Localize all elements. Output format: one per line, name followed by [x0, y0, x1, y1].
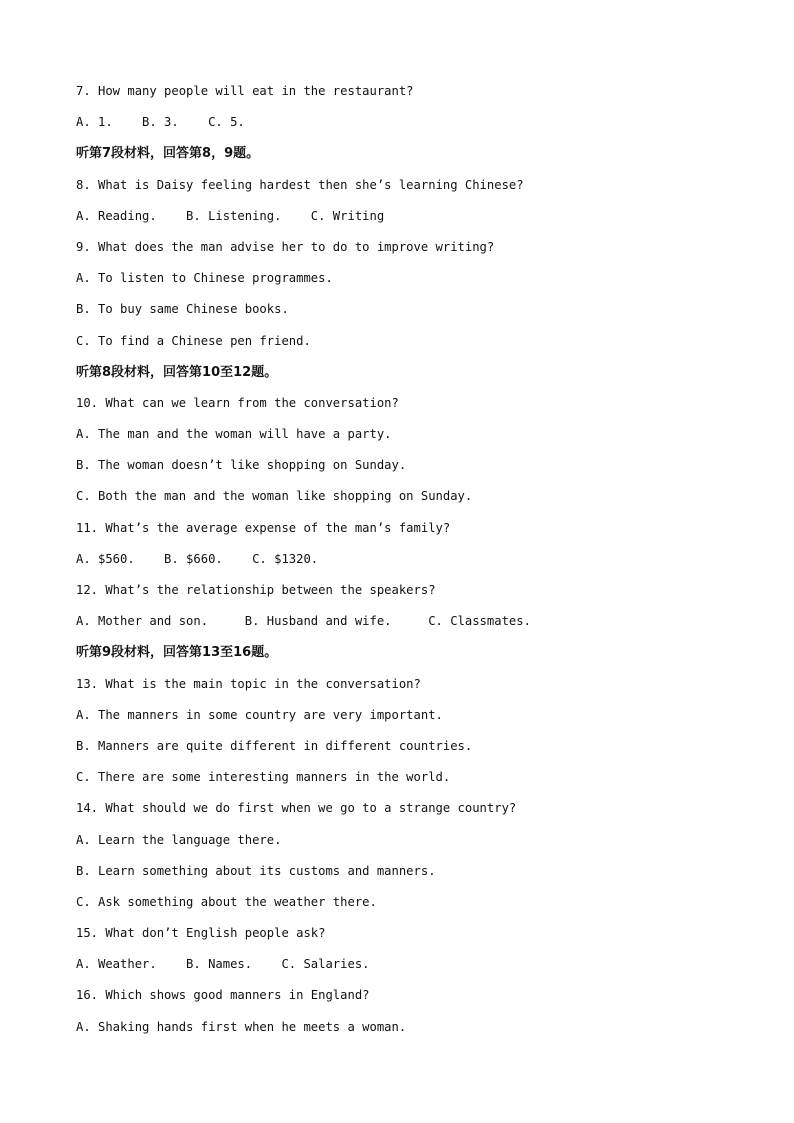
exam-page [76, 78, 756, 1045]
options-11: A. $560. B. $660. C. $1320. [76, 551, 319, 566]
section-heading-8: 听第8段材料，回答第10至12题。 [76, 364, 278, 380]
option-13a: A. The manners in some country are very important. [76, 707, 443, 722]
option-9b: B. To buy same Chinese books. [76, 302, 289, 317]
question-11: 11. What’s the average expense of the man’s family? [76, 520, 451, 535]
question-14: 14. What should we do first when we go to a strange country? [76, 801, 517, 816]
options-15: A. Weather. B. Names. C. Salaries. [76, 957, 370, 972]
option-9c: C. To find a Chinese pen friend. [76, 333, 311, 348]
section-heading-9: 听第9段材料，回答第13至16题。 [76, 645, 278, 661]
options-8: A. Reading. B. Listening. C. Writing [76, 208, 385, 223]
question-13: 13. What is the main topic in the conversation? [76, 676, 421, 691]
option-9a: A. To listen to Chinese programmes. [76, 271, 333, 286]
section-heading-7: 听第7段材料，回答第8，9题。 [76, 146, 260, 162]
option-13c: C. There are some interesting manners in the world. [76, 770, 451, 785]
options-12: A. Mother and son. B. Husband and wife. C. Classmates. [76, 614, 531, 629]
option-10a: A. The man and the woman will have a party. [76, 427, 392, 442]
question-12: 12. What’s the relationship between the speakers? [76, 583, 436, 597]
options-7: A. 1. B. 3. C. 5. [76, 115, 245, 130]
option-10b: B. The woman doesn’t like shopping on Sunday. [76, 458, 407, 473]
question-10: 10. What can we learn from the conversation? [76, 395, 399, 410]
option-14b: B. Learn something about its customs and manners. [76, 863, 436, 878]
question-15: 15. What don’t English people ask? [76, 926, 326, 941]
question-16: 16. Which shows good manners in England? [76, 988, 370, 1003]
option-14c: C. Ask something about the weather there. [76, 894, 377, 909]
question-8: 8. What is Daisy feeling hardest then she’s learning Chinese? [76, 177, 524, 192]
option-10c: C. Both the man and the woman like shopping on Sunday. [76, 489, 473, 504]
option-13b: B. Manners are quite different in different countries. [76, 738, 473, 753]
option-14a: A. Learn the language there. [76, 832, 282, 847]
question-7: 7. How many people will eat in the restaurant? [76, 84, 414, 98]
question-9: 9. What does the man advise her to do to improve writing? [76, 239, 495, 254]
option-16a: A. Shaking hands first when he meets a woman. [76, 1019, 407, 1034]
